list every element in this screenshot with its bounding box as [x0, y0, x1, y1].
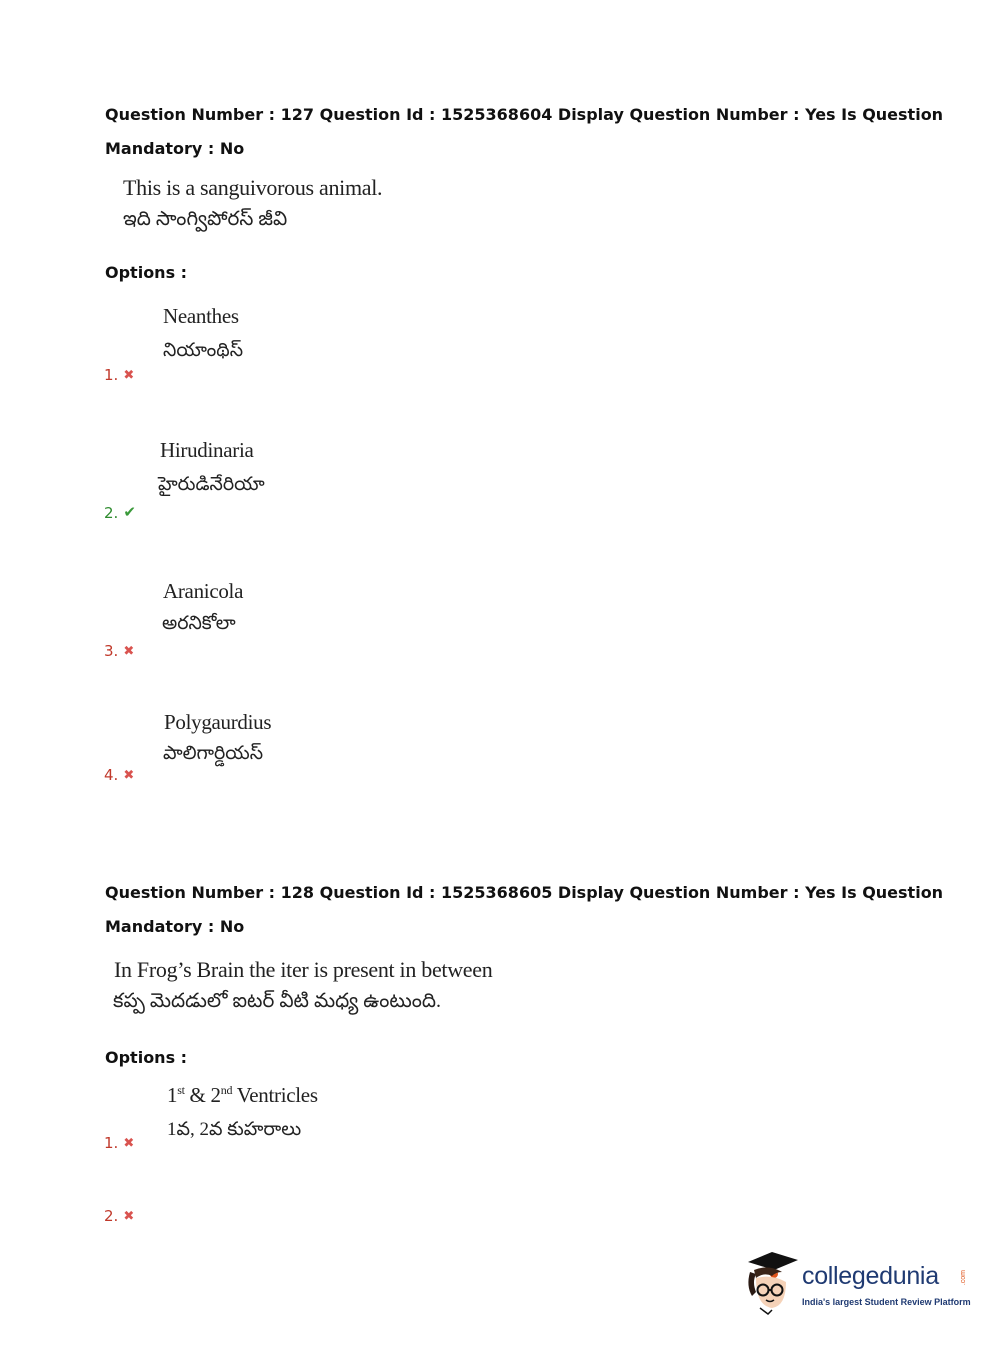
options-label: Options : [105, 263, 188, 282]
wrong-icon: ✖ [123, 1136, 135, 1151]
wrong-icon: ✖ [123, 644, 135, 659]
ordinal-number: & 2 [184, 1083, 221, 1107]
question-header: Question Number : 128 Question Id : 1525368605 Display Question Number : Yes Is Question [105, 883, 944, 902]
question-mandatory: Mandatory : No [105, 139, 245, 158]
question-text-telugu: ఇది సాంగ్విపోరస్ జీవి [123, 208, 288, 230]
question-text-english: In Frog’s Brain the iter is present in between [114, 957, 493, 982]
logo-domain: .com [960, 1270, 967, 1286]
option-text-english: Polygaurdius [164, 710, 272, 734]
option-text-telugu: నియాంథిస్ [163, 340, 244, 361]
collegedunia-logo [742, 1248, 972, 1318]
option-number [104, 503, 136, 522]
option-number-label: 2. [104, 1207, 119, 1225]
option-text-telugu: అరనికోలా [162, 613, 236, 634]
option-text-english [167, 1083, 318, 1108]
option-text-telugu: హైరుడినేరియా [158, 474, 265, 495]
wrong-icon: ✖ [123, 1209, 135, 1224]
question-text-telugu: కప్ప మెదడులో ఐటర్ వీటి మధ్య ఉంటుంది. [113, 990, 441, 1012]
option-text-tail: Ventricles [232, 1083, 318, 1107]
option-number [104, 766, 134, 784]
option-number-label: 3. [104, 642, 119, 660]
logo-tagline: India's largest Student Review Platform [802, 1297, 971, 1307]
question-mandatory: Mandatory : No [105, 917, 245, 936]
options-label: Options : [105, 1048, 188, 1067]
option-text-telugu: పాలిగార్డియస్ [163, 743, 264, 764]
option-text-english: Hirudinaria [160, 438, 254, 462]
option-number [104, 1134, 134, 1152]
option-number [104, 366, 134, 384]
option-number-label: 1. [104, 366, 119, 384]
ordinal-suffix: st [177, 1083, 185, 1097]
mascot-icon [742, 1248, 804, 1318]
option-number [104, 1207, 134, 1225]
option-number-label: 4. [104, 766, 119, 784]
option-text-english: Neanthes [163, 304, 239, 328]
question-header: Question Number : 127 Question Id : 1525368604 Display Question Number : Yes Is Question [105, 105, 944, 124]
option-number-label: 1. [104, 1134, 119, 1152]
option-number [104, 642, 134, 660]
wrong-icon: ✖ [123, 368, 135, 383]
logo-wordmark: collegedunia [802, 1262, 939, 1290]
ordinal-number: 1 [167, 1083, 178, 1107]
wrong-icon: ✖ [123, 768, 135, 783]
option-text-telugu: 1వ, 2వ కుహరాలు [167, 1119, 302, 1140]
option-text-english: Aranicola [163, 579, 244, 603]
check-icon: ✔ [123, 503, 136, 521]
question-text-english: This is a sanguivorous animal. [123, 175, 383, 200]
ordinal-suffix: nd [220, 1083, 233, 1097]
option-number-label: 2. [104, 504, 119, 522]
